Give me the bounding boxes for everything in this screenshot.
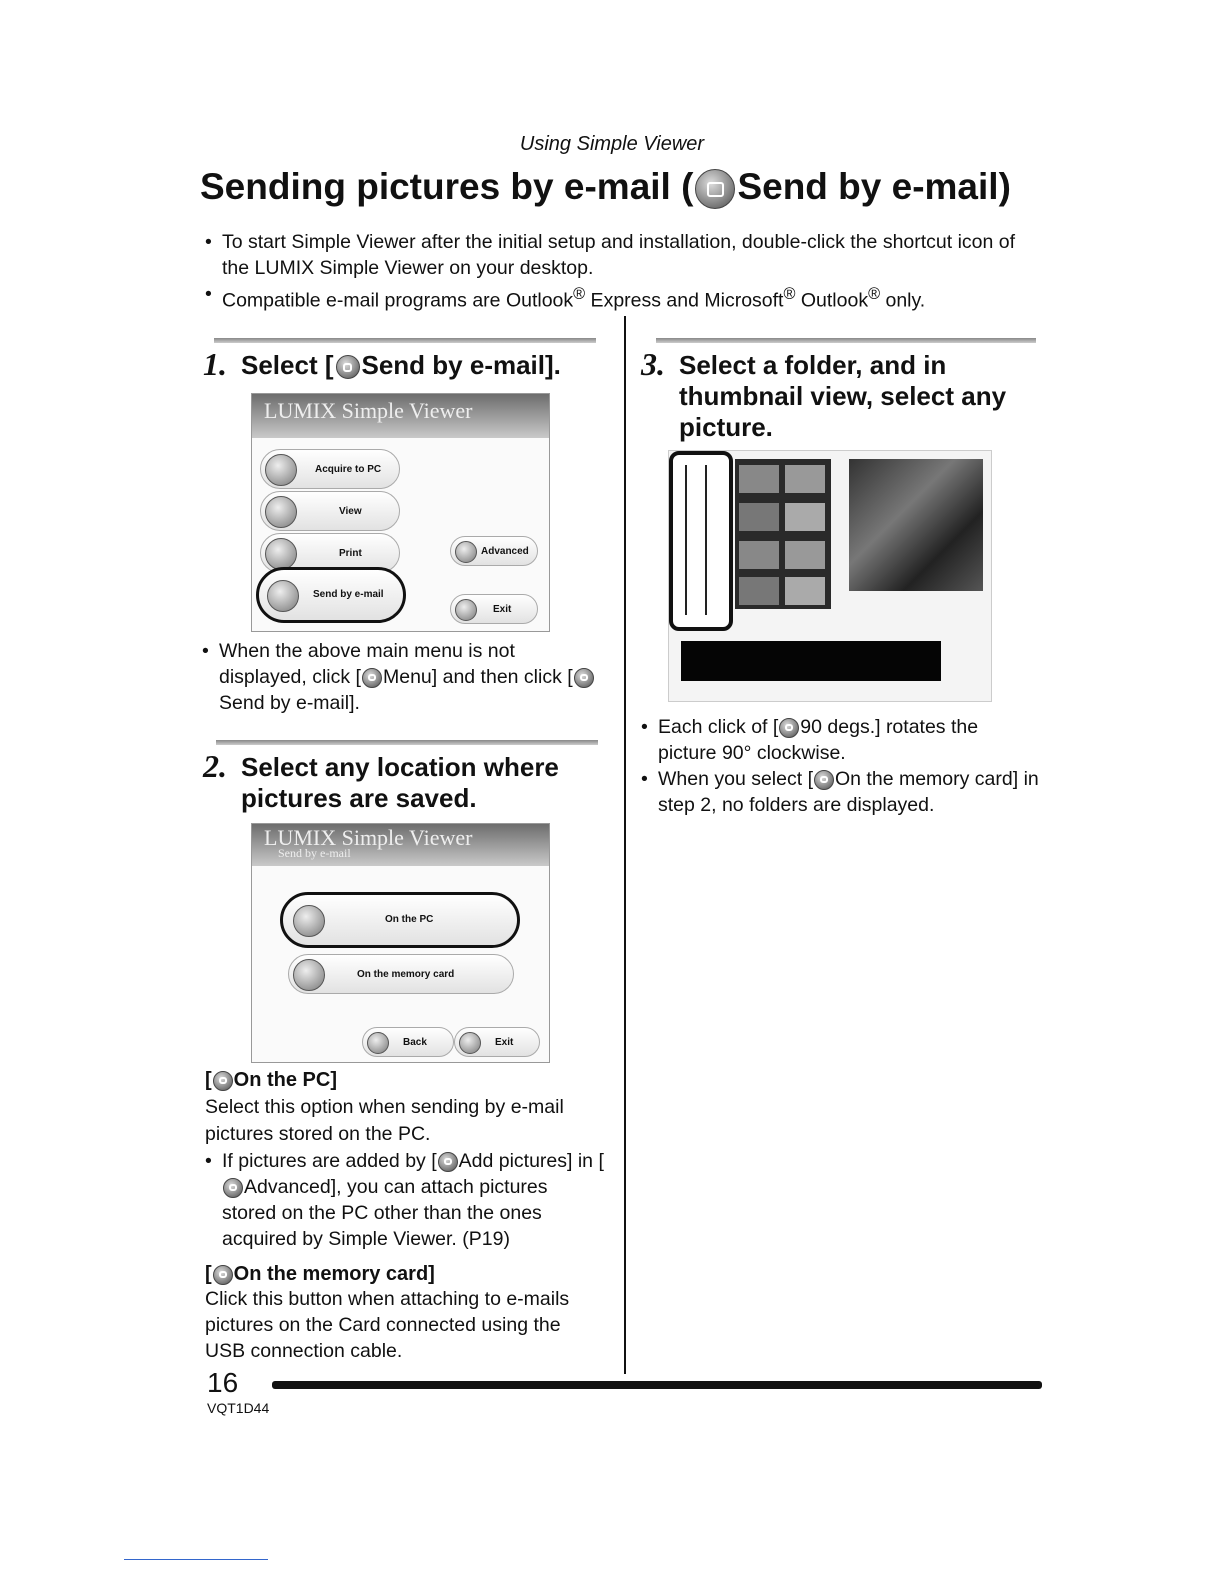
acquire-to-pc-button[interactable]: Acquire to PC	[260, 449, 400, 489]
on-pc-heading: [ On the PC]	[205, 1069, 338, 1091]
document-code: VQT1D44	[207, 1400, 270, 1416]
intro-text: only.	[880, 289, 926, 312]
pc-icon	[293, 905, 325, 937]
back-icon	[367, 1032, 389, 1054]
bottom-link-line	[124, 1559, 268, 1560]
window-title: LUMIX Simple Viewer	[252, 394, 549, 438]
on-card-section	[205, 1263, 605, 1364]
picture-preview	[849, 459, 983, 591]
acquire-icon	[265, 454, 297, 486]
print-button[interactable]: Print	[260, 533, 400, 573]
exit-button[interactable]: Exit	[450, 594, 538, 624]
selected-pictures-area[interactable]	[681, 641, 941, 681]
step-number: 2.	[203, 748, 227, 784]
page-number: 16	[207, 1367, 239, 1398]
thumbnail-grid[interactable]	[735, 459, 831, 609]
exit-button[interactable]: Exit	[454, 1027, 540, 1057]
step-rule	[214, 338, 596, 343]
registered-mark: ®	[868, 285, 881, 303]
registered-mark: ®	[573, 285, 586, 303]
exit-icon	[455, 599, 477, 621]
send-email-icon	[336, 355, 360, 379]
exit-icon	[459, 1032, 481, 1054]
memory-card-icon	[293, 959, 325, 991]
memory-card-icon	[213, 1265, 233, 1285]
location-screenshot	[251, 823, 550, 1063]
back-button[interactable]: Back	[362, 1027, 454, 1057]
thumbnail[interactable]	[739, 541, 779, 569]
step-number: 3.	[641, 346, 665, 382]
on-the-pc-button[interactable]: On the PC	[280, 892, 520, 948]
on-memory-card-button[interactable]: On the memory card	[288, 954, 514, 994]
on-card-heading: [ On the memory card]	[205, 1263, 435, 1285]
folder-tree-panel[interactable]	[669, 451, 733, 631]
step-3-notes	[641, 714, 1041, 818]
send-by-email-button[interactable]: Send by e-mail	[256, 567, 406, 623]
view-icon	[265, 496, 297, 528]
advanced-button[interactable]: Advanced	[450, 536, 538, 566]
thumbnail[interactable]	[739, 503, 779, 531]
send-email-icon	[695, 169, 735, 209]
step-text: Send by e-mail].	[361, 350, 561, 380]
send-email-icon	[267, 580, 299, 612]
main-menu-screenshot	[251, 393, 550, 632]
window-title: LUMIX Simple Viewer	[252, 824, 549, 866]
title-text-rest: Send by e-mail)	[737, 166, 1011, 207]
advanced-icon	[455, 541, 477, 563]
step-text: Select [	[241, 350, 334, 380]
intro-list	[205, 229, 1025, 314]
registered-mark: ®	[783, 285, 796, 303]
advanced-icon	[223, 1178, 243, 1198]
send-email-icon	[574, 668, 594, 688]
print-icon	[265, 538, 297, 570]
thumbnail[interactable]	[739, 465, 779, 493]
note-item: • Each click of [ 90 degs.] rotates the picture 90° clockwise.	[641, 716, 979, 764]
intro-text: Outlook	[795, 289, 869, 312]
on-pc-description: Select this option when sending by e-mail pictures stored on the PC.	[205, 1096, 564, 1145]
intro-text: Compatible e-mail programs are Outlook	[222, 289, 574, 312]
thumbnail[interactable]	[785, 541, 825, 569]
view-button[interactable]: View	[260, 491, 400, 531]
folder-list[interactable]	[685, 465, 707, 615]
on-pc-section	[205, 1069, 605, 1252]
intro-text: Express and Microsoft	[585, 289, 784, 312]
intro-item: • Compatible e-mail programs are Outlook® Express and Microsoft® Outlook® only.	[205, 283, 926, 312]
window-subtitle: Send by e-mail	[278, 846, 351, 860]
section-header: Using Simple Viewer	[519, 133, 705, 155]
step-text: Select any location where pictures are saved.	[241, 752, 559, 813]
memory-card-icon	[814, 770, 834, 790]
note-item: • When the above main menu is not displayed, click [ Menu] and then click [Send by e-mail].	[202, 638, 602, 716]
thumbnail[interactable]	[785, 577, 825, 605]
on-pc-note: • If pictures are added by [ Add pictures] in [Advanced], you can attach pictures stored on the PC other than the ones acquired by Simple Viewer. (P19)	[205, 1150, 604, 1250]
step-text: Select a folder, and in thumbnail view, select any picture.	[679, 350, 1007, 442]
on-card-description: Click this button when attaching to e-mails pictures on the Card connected using the USB connection cable.	[205, 1288, 570, 1362]
thumbnail[interactable]	[785, 503, 825, 531]
pc-icon	[213, 1071, 233, 1091]
step-1-note	[202, 638, 602, 716]
title-text: Sending pictures by e-mail (	[200, 166, 694, 207]
step-rule	[656, 338, 1036, 343]
thumbnail[interactable]	[785, 465, 825, 493]
thumbnail-view-screenshot	[668, 450, 992, 702]
intro-text: To start Simple Viewer after the initial setup and installation, double-click the shortcut icon of the LUMIX Simple Viewer on your desktop.	[222, 231, 1016, 279]
footer-rule	[272, 1381, 1042, 1389]
step-rule	[216, 740, 598, 745]
menu-icon	[362, 668, 382, 688]
column-divider	[624, 316, 626, 1374]
thumbnail[interactable]	[739, 577, 779, 605]
add-pictures-icon	[438, 1152, 458, 1172]
intro-item: • To start Simple Viewer after the initial setup and installation, double-click the shortcut icon of the LUMIX Simple Viewer on your desktop.	[205, 231, 1016, 279]
step-number: 1.	[203, 346, 227, 382]
note-item: • When you select [ On the memory card] in step 2, no folders are displayed.	[641, 768, 1039, 816]
rotate-icon	[779, 718, 799, 738]
page-title	[200, 166, 1011, 209]
